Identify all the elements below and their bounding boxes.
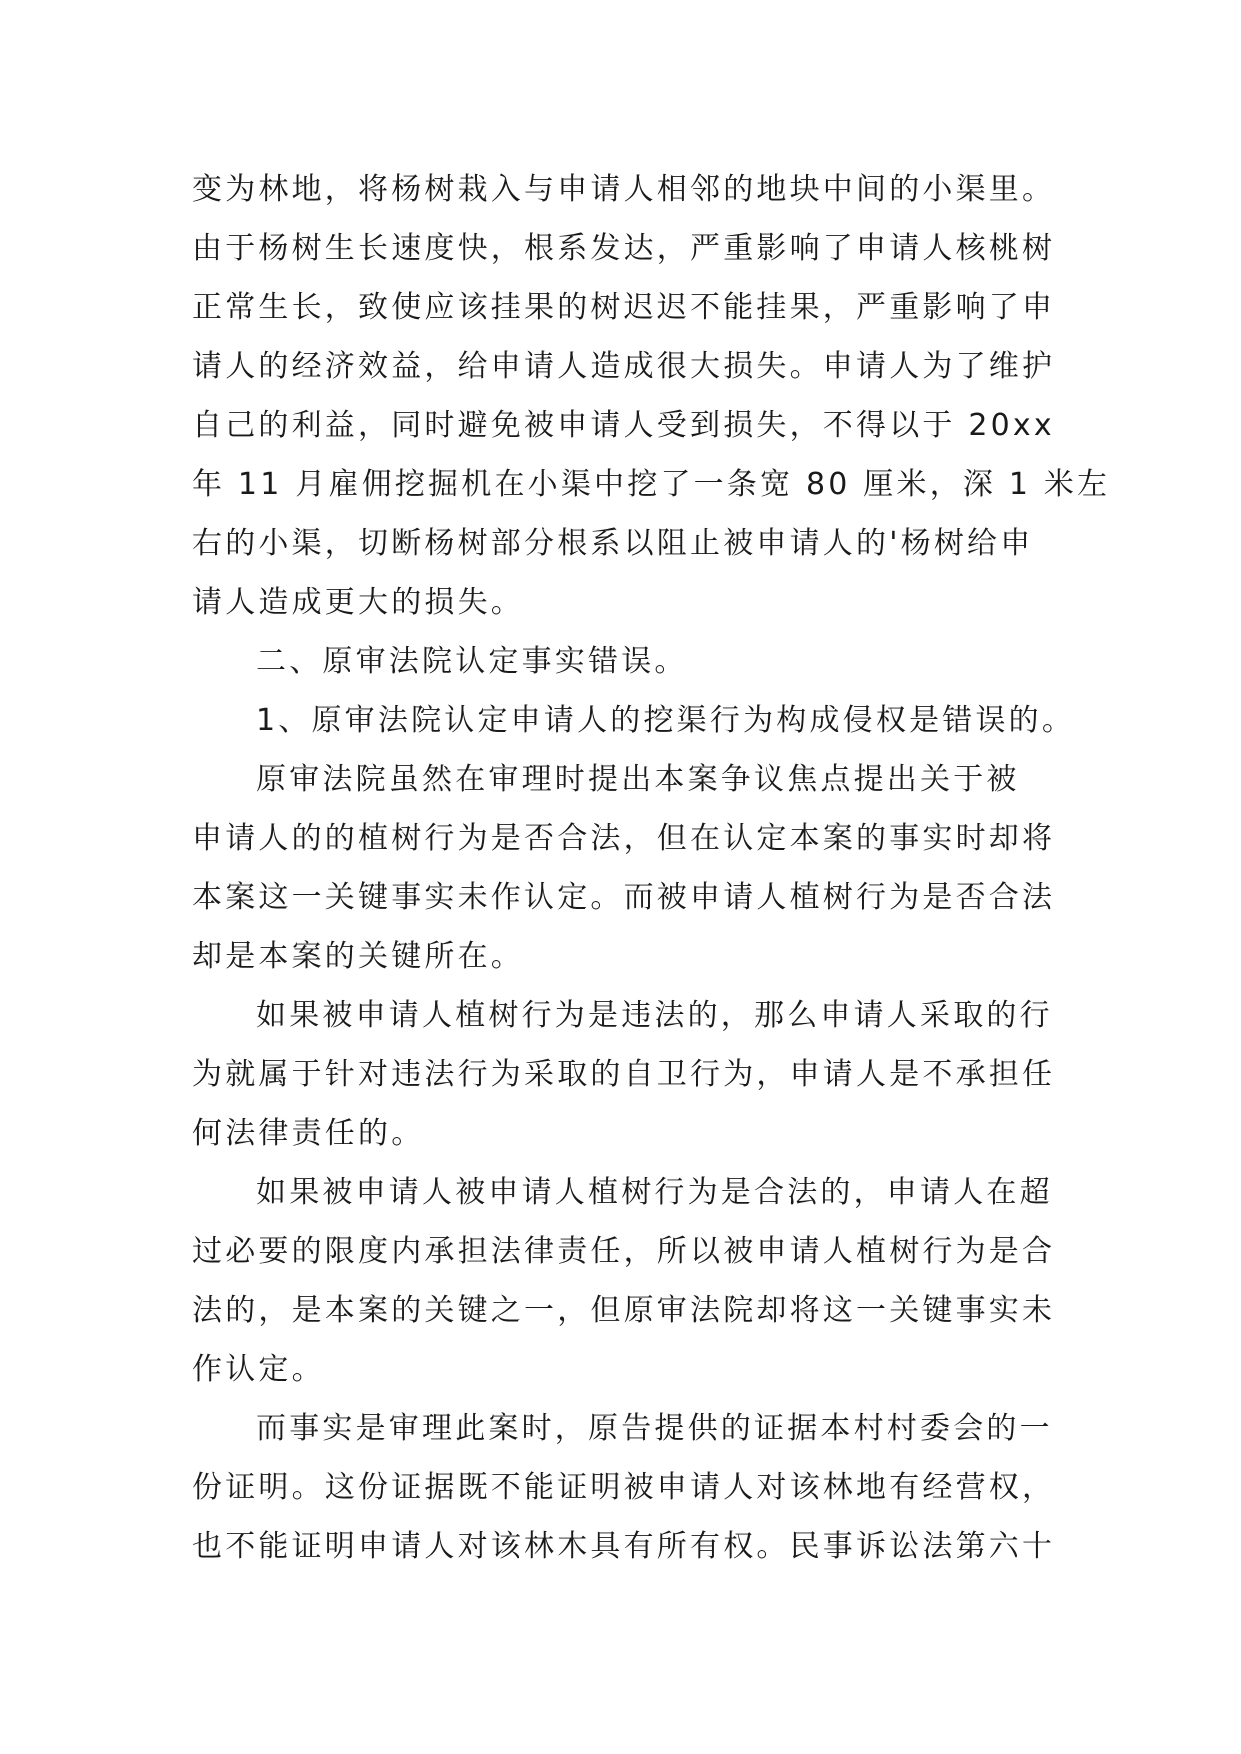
text-line: 过必要的限度内承担法律责任，所以被申请人植树行为是合 (192, 1234, 1056, 1269)
text-line: 为就属于针对违法行为采取的自卫行为，申请人是不承担任 (192, 1057, 1056, 1092)
text-line: 二、原审法院认定事实错误。 (256, 644, 688, 679)
text-line: 年 11 月雇佣挖掘机在小渠中挖了一条宽 80 厘米，深 1 米左 (192, 467, 1111, 502)
text-line: 作认定。 (192, 1352, 325, 1387)
text-line: 请人的经济效益，给申请人造成很大损失。申请人为了维护 (192, 349, 1056, 384)
text-line: 如果被申请人植树行为是违法的，那么申请人采取的行 (256, 998, 1053, 1033)
text-line: 正常生长，致使应该挂果的树迟迟不能挂果，严重影响了申 (192, 290, 1056, 325)
text-line: 右的小渠，切断杨树部分根系以阻止被申请人的'杨树给申 (192, 526, 1034, 561)
text-line: 申请人的的植树行为是否合法，但在认定本案的事实时却将 (192, 821, 1056, 856)
text-line: 也不能证明申请人对该林木具有所有权。民事诉讼法第六十 (192, 1529, 1056, 1564)
text-line: 本案这一关键事实未作认定。而被申请人植树行为是否合法 (192, 880, 1056, 915)
text-line: 自己的利益，同时避免被申请人受到损失，不得以于 20xx (192, 408, 1055, 443)
text-line: 法的，是本案的关键之一，但原审法院却将这一关键事实未 (192, 1293, 1056, 1328)
text-line: 原审法院虽然在审理时提出本案争议焦点提出关于被 (256, 762, 1020, 797)
document-body (192, 160, 1111, 1576)
text-line: 何法律责任的。 (192, 1116, 425, 1151)
text-line: 而事实是审理此案时，原告提供的证据本村村委会的一 (256, 1411, 1053, 1446)
text-line: 1、原审法院认定申请人的挖渠行为构成侵权是错误的。 (256, 703, 1076, 738)
text-line: 请人造成更大的损失。 (192, 585, 524, 620)
text-line: 却是本案的关键所在。 (192, 939, 524, 974)
text-line: 份证明。这份证据既不能证明被申请人对该林地有经营权， (192, 1470, 1056, 1505)
text-line: 变为林地，将杨树栽入与申请人相邻的地块中间的小渠里。 (192, 172, 1056, 207)
text-line: 由于杨树生长速度快，根系发达，严重影响了申请人核桃树 (192, 231, 1056, 266)
text-line: 如果被申请人被申请人植树行为是合法的，申请人在超 (256, 1175, 1053, 1210)
